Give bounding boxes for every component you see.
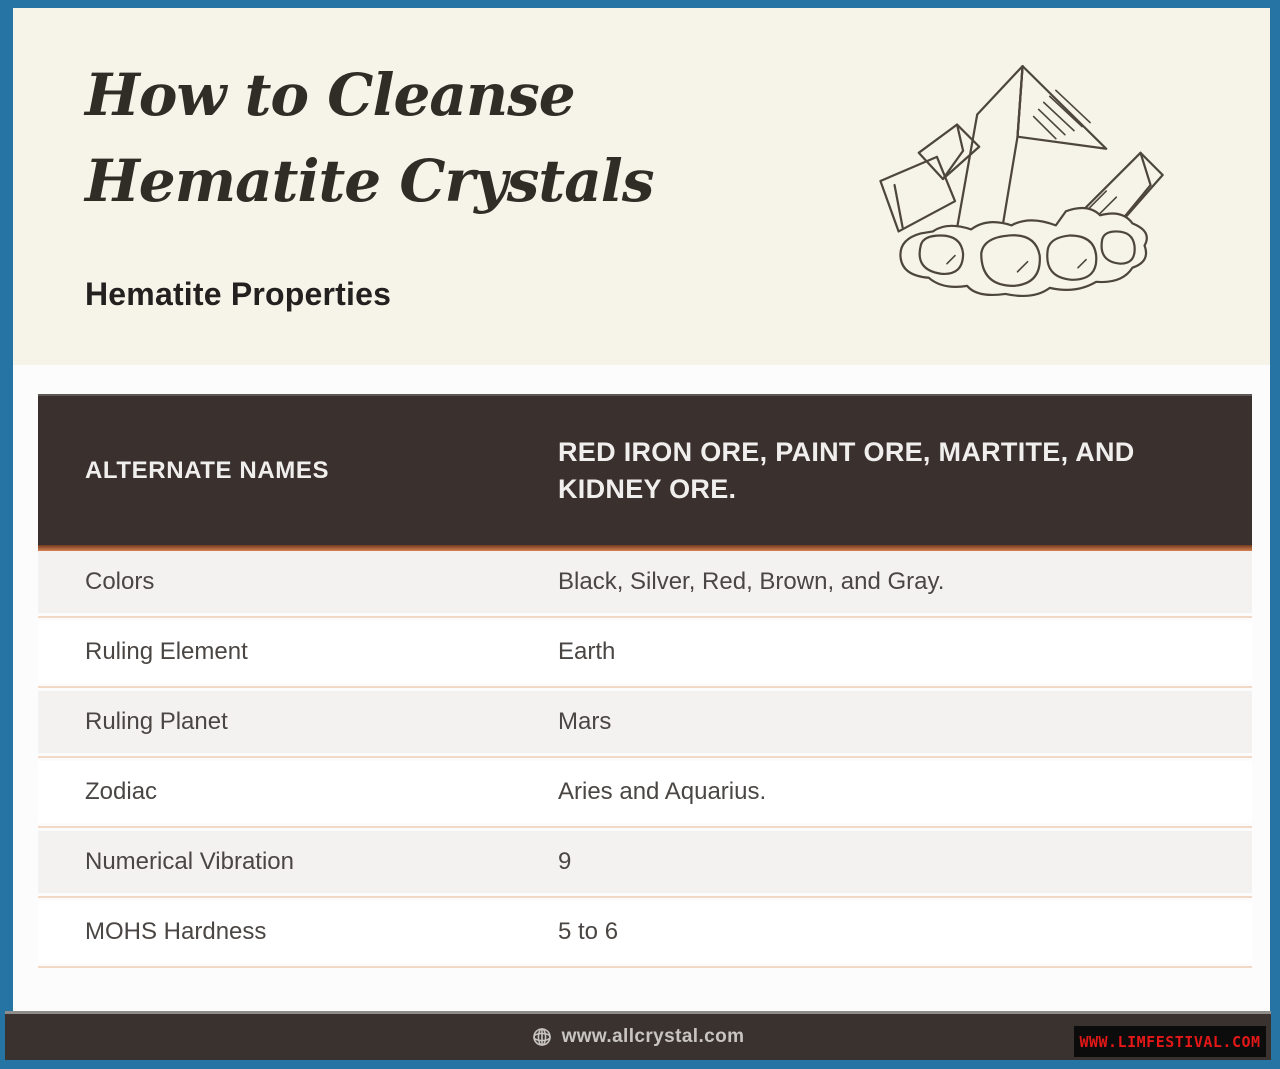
page-title [85,52,845,224]
table-row [38,901,1252,963]
row-label: Ruling Element [85,638,248,665]
row-label: Numerical Vibration [85,848,294,875]
row-value: 9 [558,848,572,875]
row-value: Black, Silver, Red, Brown, and Gray. [558,568,945,595]
row-divider [38,963,1252,971]
row-label: Zodiac [85,778,158,805]
properties-table [38,551,1252,971]
row-value: Aries and Aquarius. [558,778,767,805]
row-value: Earth [558,638,616,665]
row-divider [38,753,1252,761]
table-row [38,551,1252,613]
table-row [38,621,1252,683]
title-line-2: Hematite Crystals [85,147,654,215]
crystal-cluster-illustration [856,52,1174,304]
watermark-badge: WWW.LIMFESTIVAL.COM [1074,1026,1266,1057]
globe-icon [532,1027,552,1047]
website-url: www.allcrystal.com [561,1026,745,1047]
row-divider [38,823,1252,831]
row-divider [38,683,1252,691]
row-value: Mars [558,708,612,735]
row-label: Colors [85,568,155,595]
table-row [38,691,1252,753]
row-divider [38,613,1252,621]
row-value: 5 to 6 [558,918,619,945]
section-subtitle: Hematite Properties [85,276,392,312]
row-divider [38,893,1252,901]
title-line-1: How to Cleanse [85,61,575,129]
table-row [38,761,1252,823]
table-row [38,831,1252,893]
table-header-label: ALTERNATE NAMES [85,456,330,484]
row-label: MOHS Hardness [85,918,267,945]
table-header-row [38,394,1252,545]
table-header-value: RED IRON ORE, PAINT ORE, MARTITE, AND KIDNEY ORE. [558,436,1135,504]
row-label: Ruling Planet [85,708,228,735]
